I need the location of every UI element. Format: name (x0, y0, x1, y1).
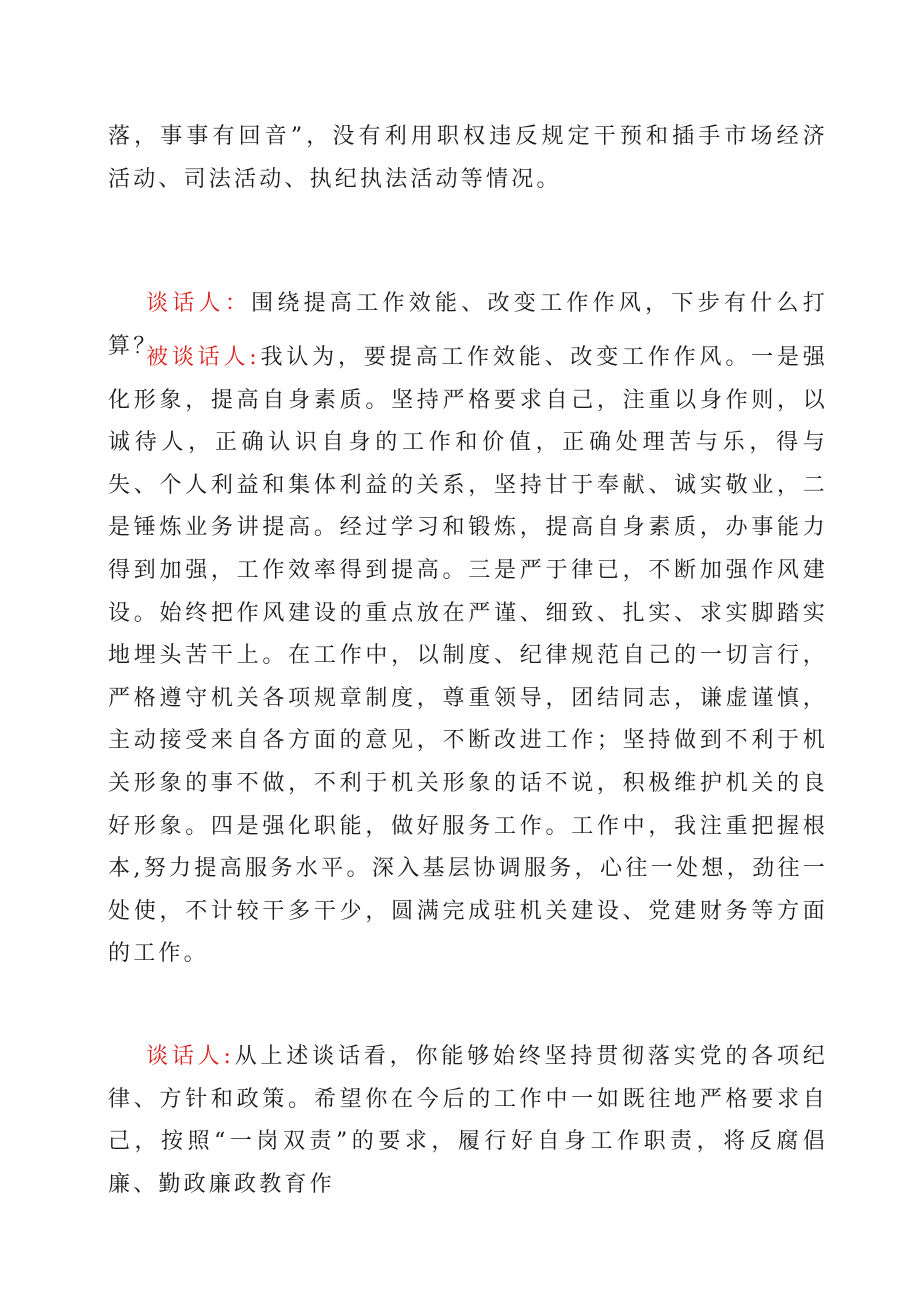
speaker-label-interviewer: 谈话人: (146, 1044, 235, 1069)
paragraph-text: 我认为，要提高工作效能、改变工作作风。一是强化形象，提高自身素质。坚持严格要求自己，注重以身作则，以诚待人，正确认识自身的工作和价值，正确处理苦与乐，得与失、个人利益和集体利益的关系，坚持甘于奉献、诚实敬业，二是锤炼业务讲提高。经过学习和锻炼，提高自身素质，办事能力得到加强，工作效率得到提高。三是严于律已，不断加强作风建设。始终把作风建设的重点放在严谨、细致、扎实、求实脚踏实地埋头苦干上。在工作中，以制度、纪律规范自己的一切言行，严格遵守机关各项规章制度，尊重领导，团结同志，谦虚谨慎，主动接受来自各方面的意见，不断改进工作；坚持做到不利于机关形象的事不做，不利于机关形象的话不说，积极维护机关的良好形象。四是强化职能，做好服务工作。工作中，我注重把握根本,努力提高服务水平。深入基层协调服务，心往一处想，劲往一处使，不计较干多干少，圆满完成驻机关建设、党建财务等方面的工作。 (108, 345, 828, 967)
speaker-label-interviewer: 谈话人： (146, 291, 252, 316)
paragraph-continuation (108, 116, 828, 201)
speaker-label-interviewee: 被谈话人: (146, 345, 260, 370)
paragraph-interviewer-summary (108, 1036, 828, 1206)
paragraph-text: 围绕提高工作效能、改变工作作风，下步有什么打算？ (108, 291, 828, 359)
paragraph-text: 落，事事有回音”，没有利用职权违反规定干预和插手市场经济活动、司法活动、执纪执法活动等情况。 (108, 124, 828, 192)
paragraph-text: 从上述谈话看，你能够始终坚持贯彻落实党的各项纪律、方针和政策。希望你在今后的工作中一如既往地严格要求自己，按照“一岗双责”的要求，履行好自身工作职责，将反腐倡廉、勤政廉政教育作 (108, 1044, 829, 1197)
paragraph-interviewee-answer (108, 337, 828, 976)
